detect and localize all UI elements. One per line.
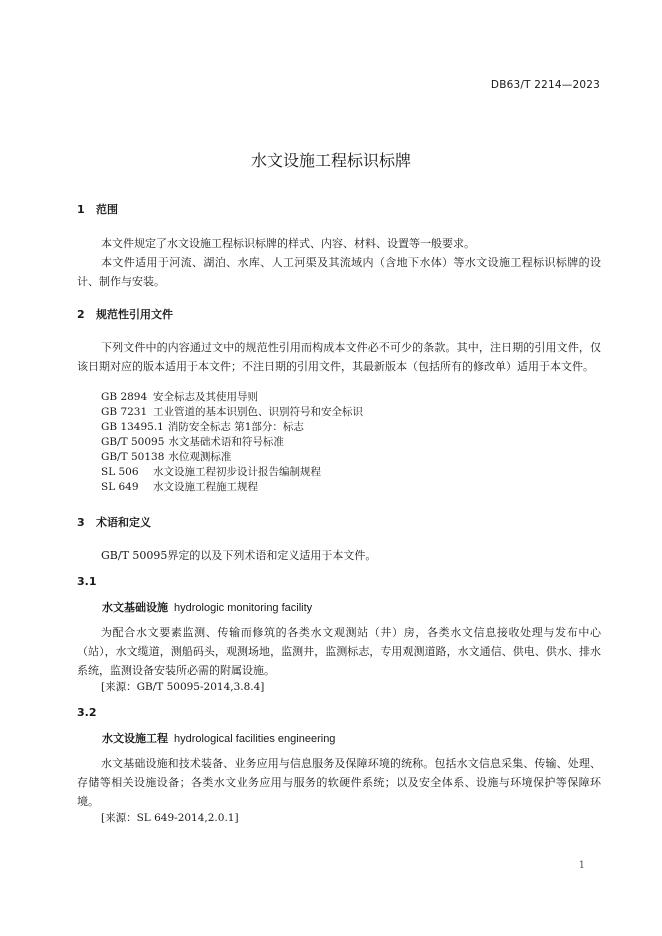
reference-name: 安全标志及其使用导则 [153, 391, 258, 403]
page-number: 1 [578, 860, 585, 871]
page-title: 水文设施工程标识标牌 [250, 151, 411, 170]
reference-item [101, 419, 304, 434]
term-number: 3.1 [77, 575, 97, 588]
reference-code: SL 506 [101, 466, 139, 478]
reference-code: SL 649 [101, 481, 139, 493]
term-source: [来源：SL 649-2014,2.0.1] [101, 812, 239, 824]
reference-item [101, 389, 258, 404]
reference-item [101, 434, 284, 449]
reference-name: 消防安全标志 第1部分：标志 [167, 421, 304, 433]
section-title: 规范性引用文件 [96, 308, 173, 321]
reference-item [101, 479, 258, 494]
term-definition: 为配合水文要素监测、传输而修筑的各类水文观测站（井）房，各类水文信息接收处理与发布中心（站），水文缆道，测船码头，观测场地，监测井，监测标志，专用观测道路，水文通信、供电、供水、排水系统，监测设备安装所必需的附属设施。 [77, 626, 601, 677]
reference-code: GB 13495.1 [101, 421, 164, 433]
reference-name: 水文设施工程施工规程 [153, 481, 258, 493]
paragraph: 下列文件中的内容通过文中的规范性引用而构成本文件必不可少的条款。其中，注日期的引用文件，仅该日期对应的版本适用于本文件；不注日期的引用文件，其最新版本（包括所有的修改单）适用于本文件。 [77, 341, 601, 373]
document-id: DB63/T 2214—2023 [490, 79, 600, 91]
reference-code: GB 7231 [101, 406, 148, 418]
term-zh: 水文基础设施 [102, 601, 168, 614]
term-heading [102, 730, 335, 746]
term-heading [102, 599, 312, 615]
reference-name: 工业管道的基本识别色、识别符号和安全标识 [153, 406, 363, 418]
term-number: 3.2 [77, 706, 97, 719]
section-title: 术语和定义 [96, 516, 151, 529]
reference-item [101, 449, 231, 464]
reference-code: GB/T 50138 [101, 451, 165, 463]
term-definition: 水文基础设施和技术装备、业务应用与信息服务及保障环境的统称。包括水文信息采集、传输、处理、存储等相关设施设备；各类水文业务应用与服务的软硬件系统；以及安全体系、设施与环境保护等保障环境。 [77, 757, 601, 808]
section-heading-scope [77, 201, 118, 217]
section-title: 范围 [96, 203, 118, 216]
reference-code: GB/T 50095 [101, 436, 165, 448]
paragraph: GB/T 50095界定的以及下列术语和定义适用于本文件。 [101, 549, 377, 562]
term-zh: 水文设施工程 [102, 732, 168, 745]
section-heading-normative-references [77, 306, 173, 322]
reference-code: GB 2894 [101, 391, 148, 403]
reference-item [101, 464, 321, 479]
term-en: hydrologic monitoring facility [174, 602, 313, 614]
term-en: hydrological facilities engineering [174, 733, 336, 745]
paragraph: 本文件适用于河流、湖泊、水库、人工河渠及其流域内（含地下水体）等水文设施工程标识标牌的设计、制作与安装。 [77, 256, 601, 288]
reference-item [101, 404, 363, 419]
reference-name: 水文设施工程初步设计报告编制规程 [153, 466, 321, 478]
section-number: 3 [77, 516, 85, 529]
term-source: [来源：GB/T 50095-2014,3.8.4] [101, 681, 265, 693]
section-heading-terms-definitions [77, 514, 151, 530]
paragraph: 本文件规定了水文设施工程标识标牌的样式、内容、材料、设置等一般要求。 [101, 237, 475, 250]
section-number: 2 [77, 308, 85, 321]
section-number: 1 [77, 203, 85, 216]
reference-name: 水位观测标准 [168, 451, 232, 463]
reference-name: 水文基础术语和符号标准 [168, 436, 284, 448]
